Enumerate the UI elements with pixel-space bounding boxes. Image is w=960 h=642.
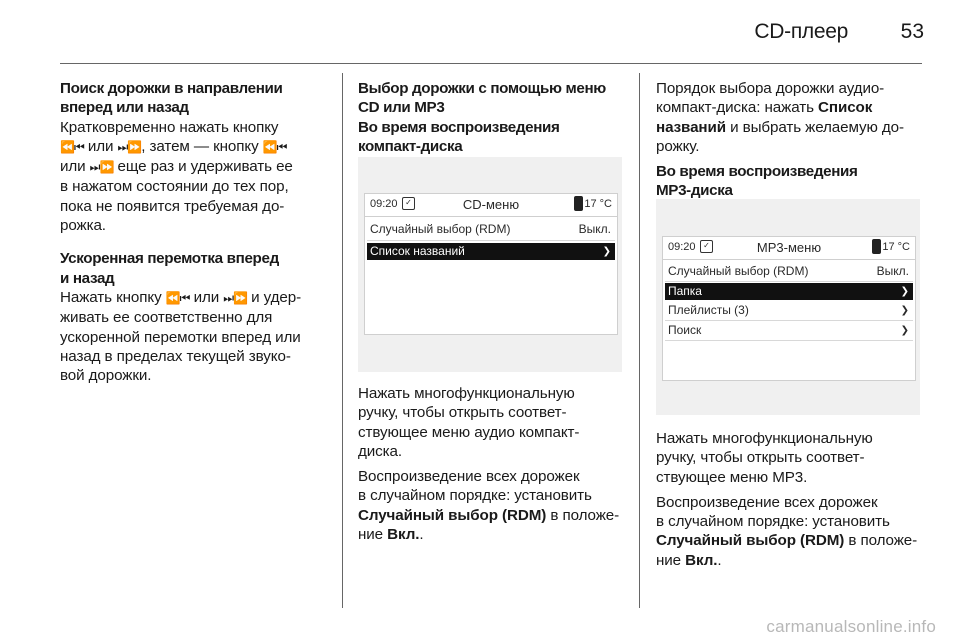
column-divider bbox=[342, 73, 343, 608]
disc-icon: ✓ bbox=[402, 197, 415, 210]
text-line: Кратковременно нажать кнопку bbox=[60, 118, 279, 136]
text-line: в случайном порядке: установить bbox=[656, 513, 890, 531]
rewind-icon: ⏪⏮ bbox=[165, 290, 190, 305]
menu-item-search[interactable]: Поиск ❯ bbox=[668, 323, 909, 337]
text-line: ручку, чтобы открыть соответ- bbox=[358, 404, 567, 422]
chevron-right-icon: ❯ bbox=[602, 246, 611, 257]
column-divider bbox=[639, 73, 640, 608]
text-line: Случайный выбор (RDM) в положе- bbox=[656, 532, 918, 550]
section-title: CD-плеер bbox=[754, 20, 848, 43]
rdm-value: Выкл. bbox=[578, 222, 611, 236]
thermometer-icon bbox=[872, 239, 881, 254]
text-line: вой дорожки. bbox=[60, 367, 152, 385]
header-divider bbox=[60, 63, 922, 64]
text-line: Нажать многофункциональную bbox=[656, 430, 873, 447]
text-line: названий и выбрать желаемую до- bbox=[656, 118, 904, 136]
column-3 bbox=[656, 79, 928, 201]
menu-title: CD-меню bbox=[462, 197, 520, 212]
text-line: ствующее меню аудио компакт- bbox=[358, 423, 580, 441]
temperature: 17 °C bbox=[584, 198, 612, 210]
text-line: пока не появится требуемая до- bbox=[60, 197, 285, 215]
text-line: Случайный выбор (RDM) в положе- bbox=[358, 506, 620, 524]
text-line: Воспроизведение всех дорожек bbox=[358, 468, 580, 486]
chevron-right-icon: ❯ bbox=[900, 286, 909, 297]
disc-icon: ✓ bbox=[700, 240, 713, 253]
text-line: или ⏭⏩ еще раз и удерживать ее bbox=[60, 158, 293, 176]
text-line: ние Вкл.. bbox=[358, 526, 424, 544]
rewind-icon: ⏪⏮ bbox=[60, 139, 84, 154]
forward-icon: ⏭⏩ bbox=[89, 160, 114, 175]
menu-item-rdm[interactable]: Случайный выбор (RDM) Выкл. bbox=[370, 222, 611, 236]
forward-icon: ⏭⏩ bbox=[223, 290, 247, 305]
text-line: ние Вкл.. bbox=[656, 551, 722, 569]
column-3-text bbox=[656, 429, 928, 570]
page-number: 53 bbox=[900, 20, 924, 43]
text-line: диска. bbox=[358, 442, 402, 460]
text-line: Воспроизведение всех дорожек bbox=[656, 493, 878, 511]
display-status-bar bbox=[663, 237, 915, 260]
menu-item-playlists[interactable]: Плейлисты (3) ❯ bbox=[668, 303, 909, 317]
chevron-right-icon: ❯ bbox=[900, 305, 909, 316]
column-2 bbox=[358, 79, 630, 156]
mp3-menu-screenshot bbox=[656, 199, 920, 415]
text-line: Нажать многофункциональную bbox=[358, 385, 575, 402]
mp3-menu-display bbox=[662, 236, 916, 381]
heading: Ускоренная перемотка вперед bbox=[60, 250, 279, 268]
text-line: живать ее соответственно для bbox=[60, 309, 273, 327]
heading: Выбор дорожки с помощью меню bbox=[358, 80, 606, 97]
subheading: MP3-диска bbox=[656, 182, 733, 200]
text-line: Порядок выбора дорожки аудио- bbox=[656, 80, 885, 97]
heading: вперед или назад bbox=[60, 99, 189, 117]
cd-menu-screenshot bbox=[358, 157, 622, 372]
text-line: в случайном порядке: установить bbox=[358, 487, 592, 505]
heading: и назад bbox=[60, 269, 115, 287]
display-status-bar bbox=[365, 194, 617, 217]
column-1 bbox=[60, 79, 330, 385]
menu-title: MP3-меню bbox=[756, 240, 822, 255]
text-line: ⏪⏮ или ⏭⏩, затем — кнопку ⏪⏮ bbox=[60, 137, 287, 155]
heading: Поиск дорожки в направлении bbox=[60, 80, 283, 97]
thermometer-icon bbox=[574, 196, 583, 211]
subheading: компакт-диска bbox=[358, 137, 463, 155]
column-2-text bbox=[358, 384, 630, 544]
text-line: в нажатом состоянии до тех пор, bbox=[60, 178, 289, 196]
forward-icon: ⏭⏩ bbox=[117, 139, 142, 154]
chevron-right-icon: ❯ bbox=[900, 325, 909, 336]
clock: 09:20 bbox=[370, 198, 398, 210]
watermark[interactable]: carmanualsonline.info bbox=[766, 617, 936, 636]
subheading: Во время воспроизведения bbox=[358, 118, 560, 136]
text-line: рожку. bbox=[656, 137, 700, 155]
text-line: ствующее меню MP3. bbox=[656, 468, 808, 486]
temperature: 17 °C bbox=[882, 241, 910, 253]
text-line: назад в пределах текущей звуко- bbox=[60, 347, 291, 365]
heading: CD или MP3 bbox=[358, 99, 445, 117]
menu-item-track-list[interactable]: Список названий ❯ bbox=[367, 243, 615, 260]
cd-menu-display bbox=[364, 193, 618, 335]
subheading: Во время воспроизведения bbox=[656, 163, 858, 181]
rdm-value: Выкл. bbox=[876, 264, 909, 278]
text-line: Нажать кнопку ⏪⏮ или ⏭⏩ и удер- bbox=[60, 288, 302, 306]
menu-item-folder[interactable]: Папка ❯ bbox=[665, 283, 913, 300]
rewind-icon: ⏪⏮ bbox=[262, 139, 287, 154]
clock: 09:20 bbox=[668, 241, 696, 253]
text-line: ускоренной перемотки вперед или bbox=[60, 328, 301, 346]
text-line: ручку, чтобы открыть соответ- bbox=[656, 449, 865, 467]
text-line: компакт-диска: нажать Список bbox=[656, 99, 873, 117]
menu-item-rdm[interactable]: Случайный выбор (RDM) Выкл. bbox=[668, 264, 909, 278]
text-line: рожка. bbox=[60, 217, 106, 235]
